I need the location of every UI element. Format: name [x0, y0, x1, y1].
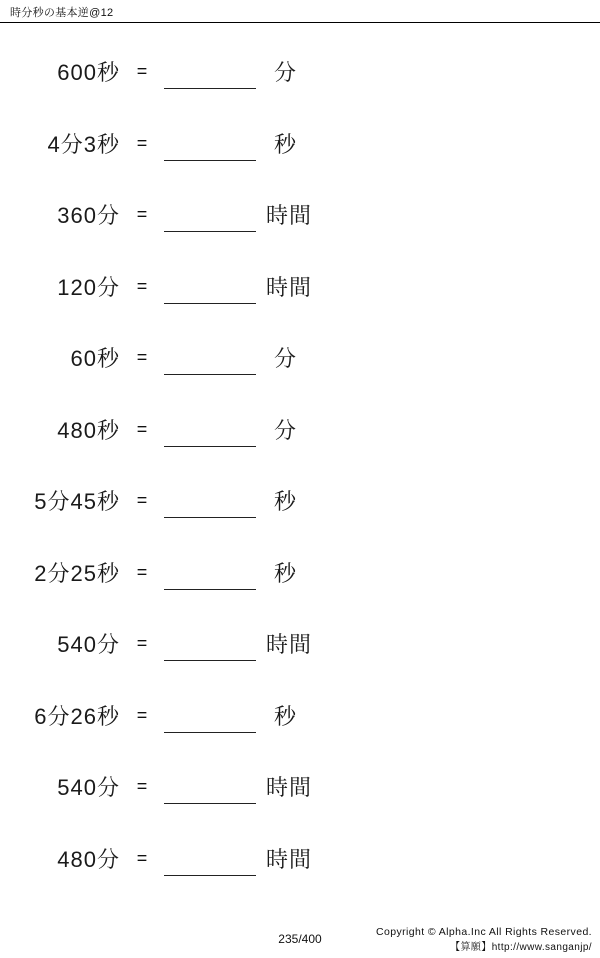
equals-sign: = [136, 633, 148, 654]
equals-sign: = [136, 61, 148, 82]
problem-unit: 秒 [274, 131, 298, 157]
problem-question: 540分 [57, 775, 120, 801]
problem-row [0, 823, 600, 895]
equals-sign: = [136, 776, 148, 797]
credit-link[interactable]: 【算願】http://www.sanganjp/ [450, 942, 592, 953]
problem-question: 4分3秒 [47, 131, 120, 157]
equals-sign: = [136, 347, 148, 368]
problem-unit: 時間 [266, 846, 313, 872]
answer-blank[interactable] [164, 281, 256, 304]
answer-blank[interactable] [164, 209, 256, 232]
header-divider [0, 22, 600, 23]
problem-row [0, 465, 600, 537]
problem-unit: 時間 [266, 775, 313, 801]
problem-question: 2分25秒 [34, 560, 120, 586]
problem-row [0, 251, 600, 323]
problem-question: 60秒 [70, 346, 120, 372]
problem-unit: 秒 [274, 560, 298, 586]
problem-row [0, 394, 600, 466]
problem-row [0, 537, 600, 609]
problem-question: 480秒 [57, 417, 120, 443]
problem-unit: 分 [274, 346, 298, 372]
problem-row [0, 751, 600, 823]
equals-sign: = [136, 132, 148, 153]
answer-blank[interactable] [164, 495, 256, 518]
copyright-text: Copyright © Alpha.Inc All Rights Reserved. [376, 926, 592, 938]
problem-unit: 時間 [266, 203, 313, 229]
problem-question: 480分 [57, 846, 120, 872]
answer-blank[interactable] [164, 138, 256, 161]
answer-blank[interactable] [164, 781, 256, 804]
answer-blank[interactable] [164, 567, 256, 590]
page-title: 時分秒の基本逆@12 [10, 7, 114, 19]
equals-sign: = [136, 418, 148, 439]
problem-row [0, 36, 600, 108]
answer-blank[interactable] [164, 66, 256, 89]
problem-row [0, 179, 600, 251]
equals-sign: = [136, 847, 148, 868]
answer-blank[interactable] [164, 638, 256, 661]
problem-unit: 分 [274, 60, 298, 86]
answer-blank[interactable] [164, 424, 256, 447]
equals-sign: = [136, 204, 148, 225]
problem-question: 120分 [57, 274, 120, 300]
equals-sign: = [136, 275, 148, 296]
answer-blank[interactable] [164, 352, 256, 375]
problem-unit: 時間 [266, 274, 313, 300]
problem-question: 6分26秒 [34, 703, 120, 729]
problem-unit: 秒 [274, 489, 298, 515]
equals-sign: = [136, 561, 148, 582]
problem-question: 5分45秒 [34, 489, 120, 515]
problem-question: 360分 [57, 203, 120, 229]
equals-sign: = [136, 490, 148, 511]
equals-sign: = [136, 704, 148, 725]
page-number: 235/400 [278, 932, 322, 946]
answer-blank[interactable] [164, 853, 256, 876]
problem-unit: 分 [274, 417, 298, 443]
problem-row [0, 680, 600, 752]
problem-row [0, 322, 600, 394]
problem-question: 540分 [57, 632, 120, 658]
problem-unit: 秒 [274, 703, 298, 729]
answer-blank[interactable] [164, 710, 256, 733]
problem-unit: 時間 [266, 632, 313, 658]
problem-list [0, 36, 600, 894]
footer-credits [376, 925, 592, 955]
problem-row [0, 608, 600, 680]
problem-row [0, 108, 600, 180]
problem-question: 600秒 [57, 60, 120, 86]
